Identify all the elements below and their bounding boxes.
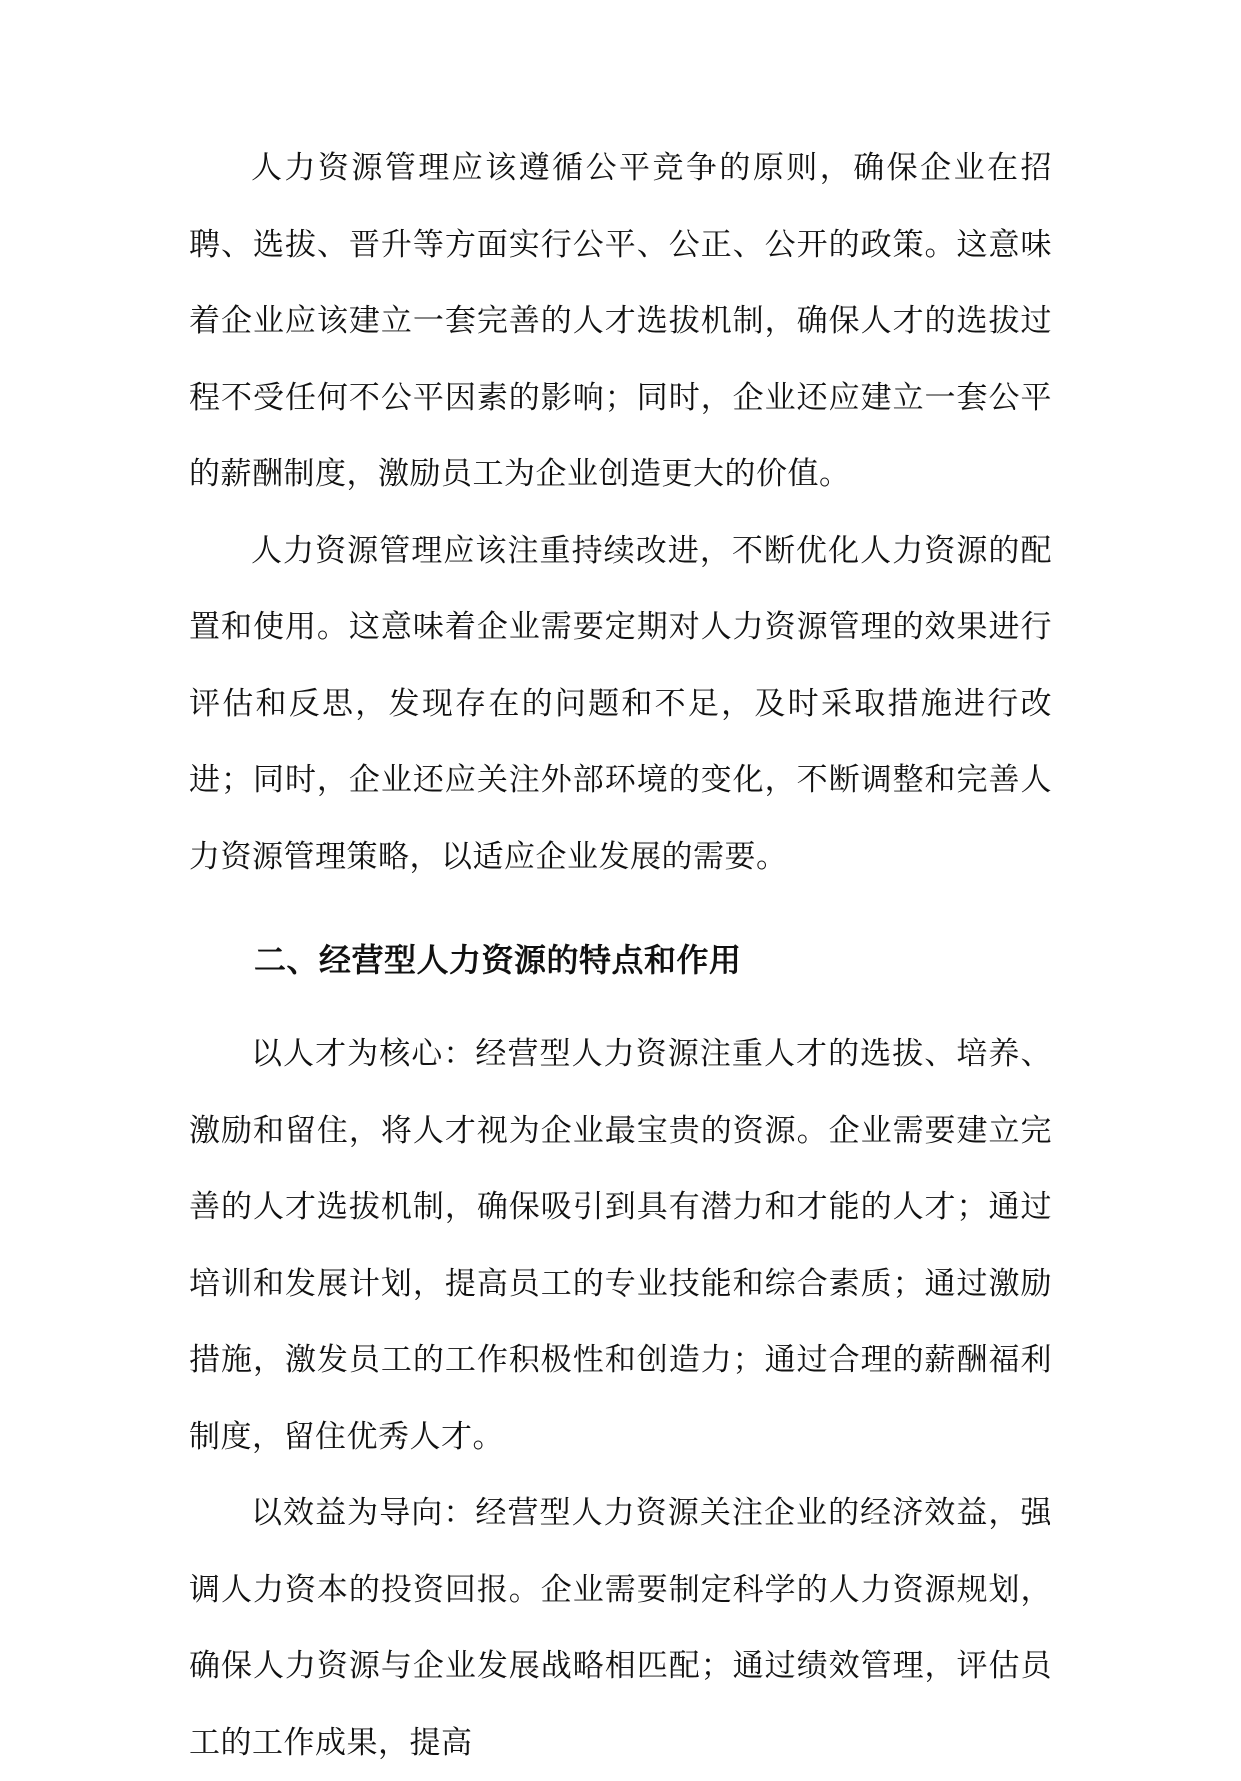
section-2-body [189, 1016, 1052, 1781]
paragraph-fair-competition: 人力资源管理应该遵循公平竞争的原则，确保企业在招聘、选拔、晋升等方面实行公平、公正、公开的政策。这意味着企业应该建立一套完善的人才选拔机制，确保人才的选拔过程不受任何不公平因素的影响；同时，企业还应建立一套公平的薪酬制度，激励员工为企业创造更大的价值。 [189, 150, 1052, 492]
paragraph-benefit-oriented: 以效益为导向：经营型人力资源关注企业的经济效益，强调人力资本的投资回报。企业需要制定科学的人力资源规划，确保人力资源与企业发展战略相匹配；通过绩效管理，评估员工的工作成果，提高 [189, 1495, 1052, 1761]
paragraph-continuous-improvement: 人力资源管理应该注重持续改进，不断优化人力资源的配置和使用。这意味着企业需要定期对人力资源管理的效果进行评估和反思，发现存在的问题和不足，及时采取措施进行改进；同时，企业还应关注外部环境的变化，不断调整和完善人力资源管理策略，以适应企业发展的需要。 [189, 532, 1052, 875]
paragraph-talent-core: 以人才为核心：经营型人力资源注重人才的选拔、培养、激励和留住，将人才视为企业最宝贵的资源。企业需要建立完善的人才选拔机制，确保吸引到具有潜力和才能的人才；通过培训和发展计划，提高员工的专业技能和综合素质；通过激励措施，激发员工的工作积极性和创造力；通过合理的薪酬福利制度，留住优秀人才。 [189, 1036, 1052, 1455]
section-1-body [189, 130, 1052, 895]
section-2-heading: 二、经营型人力资源的特点和作用 [254, 941, 742, 979]
